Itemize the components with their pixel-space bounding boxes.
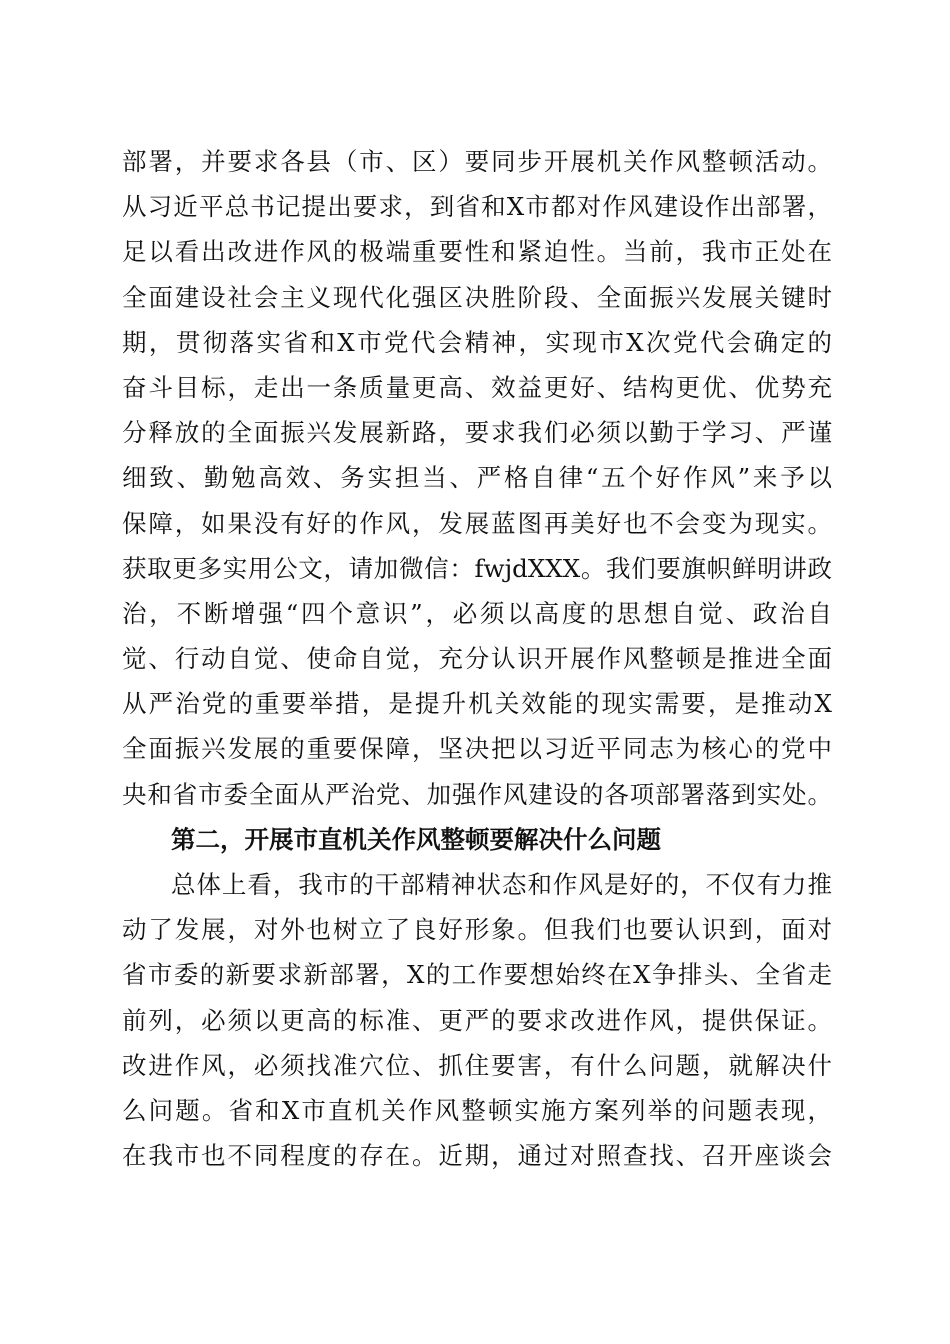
text-line: 省市委的新要求新部署，X的工作要想始终在X争排头、全省走 — [122, 960, 832, 990]
text-line: 治，不断增强“四个意识”，必须以高度的思想自觉、政治自 — [122, 598, 832, 628]
text-line: 奋斗目标，走出一条质量更高、效益更好、结构更优、优势充 — [122, 372, 832, 402]
text-line: 全面振兴发展的重要保障，坚决把以习近平同志为核心的党中 — [122, 734, 832, 764]
text-line: 从严治党的重要举措，是提升机关效能的现实需要，是推动X — [122, 689, 832, 719]
text-line: 从习近平总书记提出要求，到省和X市都对作风建设作出部署， — [122, 192, 832, 222]
text-line: 保障，如果没有好的作风，发展蓝图再美好也不会变为现实。 — [122, 508, 832, 538]
text-line: 觉、行动自觉、使命自觉，充分认识开展作风整顿是推进全面 — [122, 644, 832, 674]
body-text — [122, 139, 832, 1178]
text-line: 前列，必须以更高的标准、更严的要求改进作风，提供保证。 — [122, 1005, 832, 1035]
text-line: 改进作风，必须找准穴位、抓住要害，有什么问题，就解决什 — [122, 1050, 832, 1080]
section-heading: 第二，开展市直机关作风整顿要解决什么问题 — [171, 824, 661, 854]
text-line: 在我市也不同程度的存在。近期，通过对照查找、召开座谈会 — [122, 1141, 832, 1171]
text-line: 动了发展，对外也树立了良好形象。但我们也要认识到，面对 — [122, 915, 832, 945]
text-line: 细致、勤勉高效、务实担当、严格自律“五个好作风”来予以 — [122, 463, 832, 493]
text-line: 足以看出改进作风的极端重要性和紧迫性。当前，我市正处在 — [122, 237, 832, 267]
text-line: 分释放的全面振兴发展新路，要求我们必须以勤于学习、严谨 — [122, 418, 832, 448]
text-line: 全面建设社会主义现代化强区决胜阶段、全面振兴发展关键时 — [122, 282, 832, 312]
text-line: 部署，并要求各县（市、区）要同步开展机关作风整顿活动。 — [122, 147, 832, 176]
text-line: 央和省市委全面从严治党、加强作风建设的各项部署落到实处。 — [122, 779, 832, 809]
text-line: 获取更多实用公文，请加微信：fwjdXXX。我们要旗帜鲜明讲政 — [122, 553, 832, 583]
text-line: 总体上看，我市的干部精神状态和作风是好的，不仅有力推 — [171, 870, 832, 899]
text-line: 么问题。省和X市直机关作风整顿实施方案列举的问题表现， — [122, 1095, 832, 1125]
text-line: 期，贯彻落实省和X市党代会精神，实现市X次党代会确定的 — [122, 327, 832, 357]
